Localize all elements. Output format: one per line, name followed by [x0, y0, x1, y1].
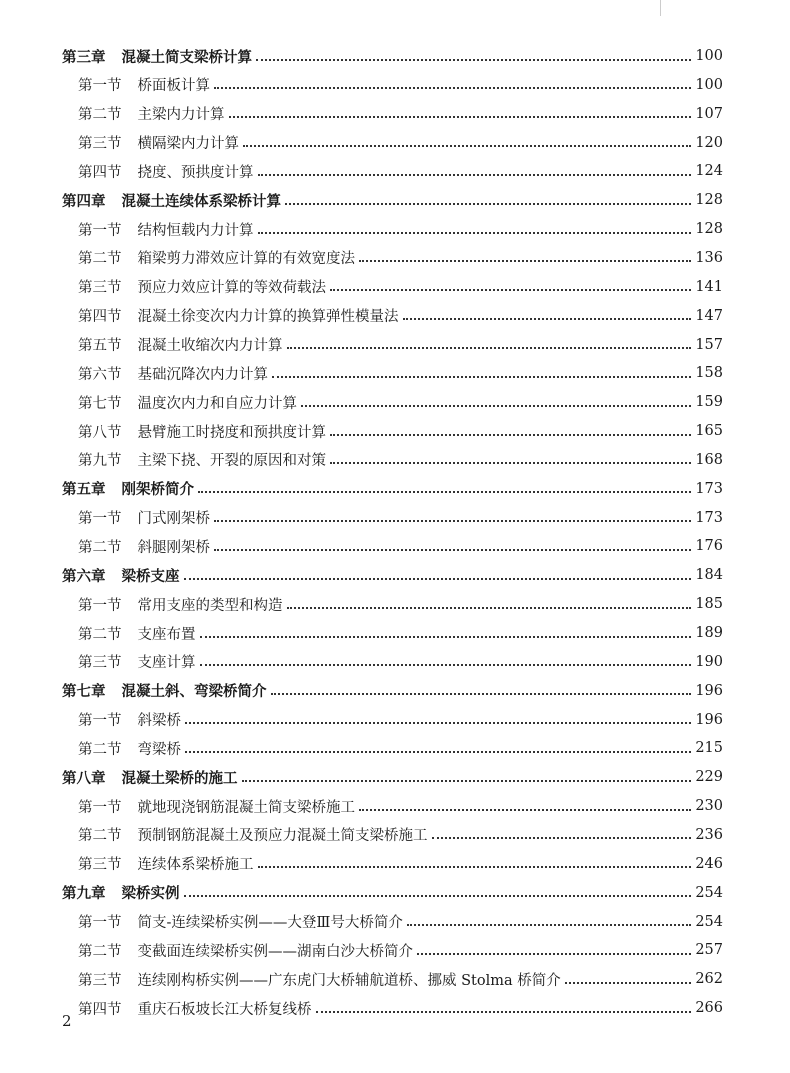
toc-entry-title: 混凝土收缩次内力计算 [137, 338, 283, 354]
toc-entry-title: 混凝土徐变次内力计算的换算弹性模量法 [137, 309, 399, 326]
toc-section-entry[interactable] [62, 244, 723, 272]
toc-section-entry[interactable] [62, 273, 723, 301]
leader-dots [184, 894, 692, 897]
leader-dots [565, 981, 692, 984]
toc-section-entry[interactable] [62, 417, 723, 445]
leader-dots [214, 548, 691, 551]
toc-entry-title: 支座布置 [137, 626, 196, 643]
leader-dots [258, 173, 692, 176]
leader-dots [242, 779, 692, 782]
toc-section-entry[interactable] [62, 936, 723, 964]
toc-section-entry[interactable] [62, 792, 723, 820]
toc-section-entry[interactable] [62, 532, 723, 560]
toc-entry-label: 第一节 [78, 915, 122, 931]
toc-entry-label: 第二节 [78, 943, 122, 960]
leader-dots [185, 750, 691, 753]
toc-entry-label: 第二节 [78, 741, 122, 758]
toc-entry-label: 第一节 [78, 597, 122, 614]
toc-entry-page: 262 [695, 971, 723, 988]
toc-entry-page: 266 [695, 1000, 723, 1017]
leader-dots [185, 721, 691, 724]
toc-entry-label: 第六章 [62, 567, 106, 585]
toc-entry-page: 128 [695, 192, 723, 209]
leader-dots [330, 288, 691, 291]
scan-mark [660, 0, 661, 16]
toc-entry-page: 173 [695, 509, 723, 526]
page-number: 2 [62, 1012, 72, 1030]
toc-chapter-entry[interactable] [62, 42, 723, 70]
toc-entry-page: 100 [695, 48, 723, 64]
toc-entry-title: 混凝土连续体系梁桥计算 [121, 192, 281, 210]
toc-chapter-entry[interactable] [62, 677, 723, 705]
toc-entry-label: 第二节 [78, 107, 122, 124]
leader-dots [432, 836, 692, 839]
toc-entry-page: 100 [695, 76, 723, 93]
toc-entry-page: 173 [695, 480, 723, 497]
toc-entry-title: 横隔梁内力计算 [137, 136, 239, 153]
leader-dots [200, 635, 692, 638]
toc-entry-title: 温度次内力和自应力计算 [137, 395, 297, 412]
toc-entry-title: 主梁下挠、开裂的原因和对策 [137, 453, 326, 470]
toc-entry-label: 第三节 [78, 655, 122, 672]
toc-entry-label: 第一节 [78, 78, 122, 95]
toc-section-entry[interactable] [62, 619, 723, 647]
toc-entry-label: 第七节 [78, 395, 122, 412]
leader-dots [330, 433, 691, 436]
toc-section-entry[interactable] [62, 129, 723, 157]
toc-entry-page: 236 [695, 826, 723, 843]
toc-entry-title: 基础沉降次内力计算 [137, 366, 268, 383]
toc-entry-title: 重庆石板坡长江大桥复线桥 [137, 1001, 312, 1018]
toc-entry-page: 190 [695, 653, 723, 670]
toc-entry-label: 第二节 [78, 828, 122, 845]
leader-dots [285, 202, 691, 205]
toc-section-entry[interactable] [62, 331, 723, 359]
leader-dots [316, 1010, 692, 1013]
toc-entry-page: 254 [695, 884, 723, 901]
toc-entry-label: 第八章 [62, 769, 106, 787]
toc-entry-label: 第三节 [78, 857, 122, 874]
leader-dots [287, 606, 692, 609]
toc-section-entry[interactable] [62, 821, 723, 849]
toc-entry-label: 第七章 [62, 683, 106, 701]
toc-entry-page: 120 [695, 134, 723, 151]
toc-entry-page: 147 [695, 307, 723, 324]
toc-entry-title: 连续体系梁桥施工 [137, 857, 254, 874]
toc-chapter-entry[interactable] [62, 475, 723, 503]
toc-entry-label: 第四章 [62, 192, 106, 210]
toc-section-entry[interactable] [62, 648, 723, 676]
toc-entry-page: 185 [695, 596, 723, 613]
toc-chapter-entry[interactable] [62, 561, 723, 589]
toc-entry-title: 变截面连续梁桥实例——湖南白沙大桥简介 [137, 943, 413, 960]
toc-entry-title: 挠度、预拱度计算 [137, 164, 254, 181]
toc-section-entry[interactable] [62, 100, 723, 128]
toc-chapter-entry[interactable] [62, 879, 723, 907]
toc-entry-page: 184 [695, 567, 723, 584]
toc-entry-title: 主梁内力计算 [137, 107, 225, 124]
toc-entry-page: 229 [695, 769, 723, 786]
toc-chapter-entry[interactable] [62, 186, 723, 214]
toc-entry-page: 176 [695, 538, 723, 555]
toc-entry-page: 189 [695, 625, 723, 641]
leader-dots [229, 115, 692, 118]
toc-entry-title: 支座计算 [137, 655, 196, 672]
toc-section-entry[interactable] [62, 590, 723, 618]
toc-entry-page: 215 [695, 740, 723, 757]
toc-entry-label: 第一节 [78, 222, 122, 239]
toc-section-entry[interactable] [62, 706, 723, 734]
toc-entry-page: 246 [695, 855, 723, 872]
toc-entry-label: 第三节 [78, 972, 122, 989]
toc-section-entry[interactable] [62, 850, 723, 878]
toc-entry-title: 混凝土斜、弯梁桥简介 [121, 683, 267, 701]
toc-entry-title: 简支-连续梁桥实例——大登Ⅲ号大桥简介 [137, 915, 403, 931]
toc-section-entry[interactable] [62, 302, 723, 330]
toc-entry-title: 悬臂施工时挠度和预拱度计算 [137, 424, 326, 441]
toc-section-entry[interactable] [62, 359, 723, 387]
toc-section-entry[interactable] [62, 965, 723, 993]
toc-entry-label: 第三章 [62, 48, 106, 66]
toc-entry-title: 梁桥实例 [121, 885, 180, 903]
toc-section-entry[interactable] [62, 71, 723, 99]
leader-dots [287, 346, 692, 349]
toc-entry-page: 168 [695, 451, 723, 468]
toc-entry-title: 混凝土简支梁桥计算 [121, 48, 252, 66]
toc-entry-label: 第一节 [78, 799, 122, 816]
toc-entry-label: 第九节 [78, 453, 122, 470]
toc-entry-page: 159 [695, 394, 723, 411]
toc-entry-label: 第五章 [62, 481, 106, 499]
toc-entry-page: 257 [695, 942, 723, 959]
toc-entry-page: 158 [695, 365, 723, 382]
toc-entry-page: 165 [695, 423, 723, 440]
toc-entry-title: 斜腿刚架桥 [137, 539, 210, 556]
leader-dots [214, 86, 691, 89]
leader-dots [214, 519, 691, 522]
toc-entry-label: 第五节 [78, 338, 122, 354]
leader-dots [200, 663, 692, 666]
toc-entry-page: 107 [695, 105, 723, 122]
leader-dots [258, 231, 692, 234]
toc-entry-label: 第四节 [78, 309, 122, 326]
toc-entry-title: 斜梁桥 [137, 713, 181, 730]
leader-dots [198, 490, 691, 493]
toc-entry-label: 第八节 [78, 424, 122, 441]
toc-entry-title: 门式刚架桥 [137, 511, 210, 528]
toc-entry-title: 预应力效应计算的等效荷载法 [137, 280, 326, 297]
toc-section-entry[interactable] [62, 908, 723, 936]
toc-entry-label: 第三节 [78, 280, 122, 297]
toc-entry-label: 第二节 [78, 251, 122, 268]
toc-section-entry[interactable] [62, 388, 723, 416]
toc-entry-title: 弯梁桥 [137, 741, 181, 758]
toc-entry-title: 混凝土梁桥的施工 [121, 769, 238, 787]
toc-entry-page: 254 [695, 913, 723, 930]
leader-dots [417, 952, 691, 955]
toc-section-entry[interactable] [62, 446, 723, 474]
toc-section-entry[interactable] [62, 734, 723, 762]
toc-entry-page: 124 [695, 163, 723, 180]
toc-entry-title: 箱梁剪力滞效应计算的有效宽度法 [137, 251, 355, 268]
leader-dots [407, 923, 691, 926]
toc-entry-title: 刚架桥简介 [121, 481, 194, 499]
toc-section-entry[interactable] [62, 215, 723, 243]
toc-entry-title: 桥面板计算 [137, 78, 210, 95]
toc-entry-title: 梁桥支座 [121, 567, 180, 585]
leader-dots [359, 808, 691, 811]
toc-chapter-entry[interactable] [62, 763, 723, 791]
leader-dots [256, 58, 691, 61]
toc-section-entry[interactable] [62, 504, 723, 532]
toc-section-entry[interactable] [62, 994, 723, 1022]
toc-entry-page: 196 [695, 682, 723, 699]
toc-entry-page: 141 [695, 278, 723, 295]
toc-entry-label: 第四节 [78, 1001, 122, 1018]
toc-entry-label: 第二节 [78, 539, 122, 556]
toc-entry-label: 第三节 [78, 136, 122, 153]
toc-entry-page: 230 [695, 798, 723, 815]
leader-dots [301, 404, 691, 407]
toc-entry-title: 就地现浇钢筋混凝土简支梁桥施工 [137, 799, 355, 816]
toc-entry-title: 连续刚构桥实例——广东虎门大桥辅航道桥、挪威 Stolma 桥简介 [137, 972, 561, 989]
leader-dots [271, 692, 692, 695]
leader-dots [403, 317, 692, 320]
toc-entry-page: 136 [695, 249, 723, 266]
toc-entry-title: 结构恒载内力计算 [137, 222, 254, 239]
toc-entry-label: 第一节 [78, 511, 122, 528]
toc-entry-page: 157 [695, 336, 723, 353]
toc-entry-page: 196 [695, 711, 723, 728]
toc-entry-label: 第二节 [78, 626, 122, 643]
toc-entry-label: 第一节 [78, 713, 122, 730]
leader-dots [243, 144, 691, 147]
toc-entry-page: 128 [695, 221, 723, 238]
toc-entry-title: 常用支座的类型和构造 [137, 597, 283, 614]
toc-entry-label: 第九章 [62, 885, 106, 903]
leader-dots [272, 375, 691, 378]
toc-entry-label: 第六节 [78, 366, 122, 383]
leader-dots [359, 259, 691, 262]
leader-dots [330, 461, 691, 464]
toc-section-entry[interactable] [62, 157, 723, 185]
toc-entry-title: 预制钢筋混凝土及预应力混凝土简支梁桥施工 [137, 828, 428, 845]
leader-dots [184, 577, 692, 580]
toc-entry-label: 第四节 [78, 164, 122, 181]
leader-dots [258, 865, 692, 868]
